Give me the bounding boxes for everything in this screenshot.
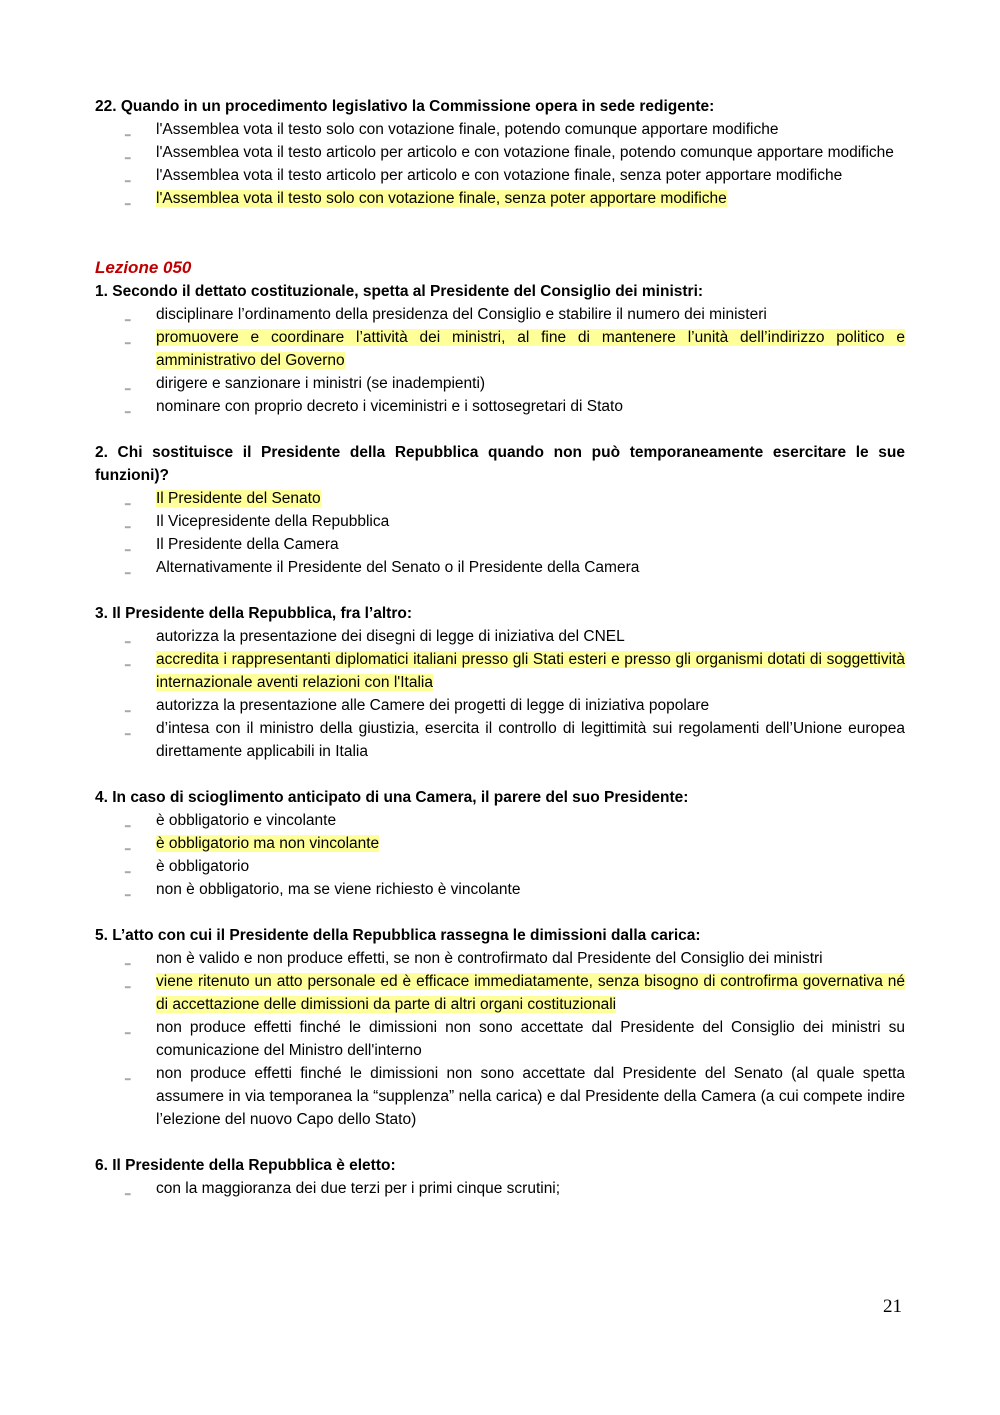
bullet-icon: ‗ <box>125 334 131 345</box>
bullet-icon: ‗ <box>125 541 131 552</box>
question-text: 3. Il Presidente della Repubblica, fra l’altro: <box>95 605 412 622</box>
bullet-icon: ‗ <box>125 817 131 828</box>
question-text: 5. L’atto con cui il Presidente della Repubblica rassegna le dimissioni dalla carica: <box>95 927 701 944</box>
answer-option <box>95 878 905 901</box>
answer-option <box>95 717 905 763</box>
answer-text: non produce effetti finché le dimissioni non sono accettate dal Presidente del Senato (al quale spetta assumere in via temporanea la “supplenza” nella carica) e dal Presidente della Camera (a cui compete indire l’elezione del nuovo Capo dello Stato) <box>156 1065 905 1128</box>
bullet-icon: ‗ <box>125 1185 131 1196</box>
document-content <box>95 95 905 1223</box>
question-text: 1. Secondo il dettato costituzionale, spetta al Presidente del Consiglio dei ministri: <box>95 283 704 300</box>
answer-list <box>95 625 905 763</box>
bullet-icon: ‗ <box>125 886 131 897</box>
question-block-1 <box>95 280 905 418</box>
answer-text: nominare con proprio decreto i viceministri e i sottosegretari di Stato <box>156 398 623 415</box>
answer-option <box>95 303 905 326</box>
answer-option <box>95 809 905 832</box>
bullet-icon: ‗ <box>125 495 131 506</box>
answer-text: non produce effetti finché le dimissioni non sono accettate dal Presidente del Consiglio dei ministri su comunicazione del Ministro dell'interno <box>156 1019 905 1059</box>
bullet-icon: ‗ <box>125 564 131 575</box>
question-text: 2. Chi sostituisce il Presidente della Repubblica quando non può temporaneamente esercitare le sue funzioni)? <box>95 444 905 484</box>
bullet-icon: ‗ <box>125 955 131 966</box>
answer-text: è obbligatorio <box>156 858 250 875</box>
answer-option <box>95 855 905 878</box>
answer-option <box>95 164 905 187</box>
bullet-icon: ‗ <box>125 403 131 414</box>
bullet-icon: ‗ <box>125 702 131 713</box>
answer-text: Il Vicepresidente della Repubblica <box>156 513 390 530</box>
answer-text: disciplinare l’ordinamento della presidenza del Consiglio e stabilire il numero dei ministeri <box>156 306 767 323</box>
bullet-icon: ‗ <box>125 863 131 874</box>
answer-option <box>95 556 905 579</box>
question-block-2 <box>95 441 905 579</box>
bullet-icon: ‗ <box>125 978 131 989</box>
answer-list <box>95 809 905 901</box>
bullet-icon: ‗ <box>125 126 131 137</box>
answer-list <box>95 947 905 1131</box>
answer-text: non è valido e non produce effetti, se non è controfirmato dal Presidente del Consiglio dei ministri <box>156 950 823 967</box>
answer-list <box>95 487 905 579</box>
answer-text: autorizza la presentazione dei disegni di legge di iniziativa del CNEL <box>156 628 625 645</box>
highlighted-answer-text: promuovere e coordinare l’attività dei ministri, al fine di mantenere l’unità dell’indirizzo politico e amministrativo del Governo <box>156 329 905 369</box>
question-text: 4. In caso di scioglimento anticipato di una Camera, il parere del suo Presidente: <box>95 789 689 806</box>
bullet-icon: ‗ <box>125 840 131 851</box>
answer-option-correct <box>95 970 905 1016</box>
answer-text: l'Assemblea vota il testo articolo per articolo e con votazione finale, senza poter apportare modifiche <box>156 167 843 184</box>
bullet-icon: ‗ <box>125 1024 131 1035</box>
question-text: 22. Quando in un procedimento legislativo la Commissione opera in sede redigente: <box>95 98 715 115</box>
answer-text: l'Assemblea vota il testo solo con votazione finale, potendo comunque apportare modifiche <box>156 121 779 138</box>
bullet-icon: ‗ <box>125 172 131 183</box>
answer-option <box>95 1177 905 1200</box>
highlighted-answer-text: l'Assemblea vota il testo solo con votazione finale, senza poter apportare modifiche <box>156 190 727 207</box>
question-block-5 <box>95 924 905 1131</box>
highlighted-answer-text: viene ritenuto un atto personale ed è efficace immediatamente, senza bisogno di controfirma governativa né di accettazione delle dimissioni da parte di altri organi costituzionali <box>156 973 905 1013</box>
question-text: 6. Il Presidente della Repubblica è eletto: <box>95 1157 396 1174</box>
question-block-6 <box>95 1154 905 1200</box>
bullet-icon: ‗ <box>125 380 131 391</box>
answer-option-correct <box>95 187 905 210</box>
answer-option <box>95 141 905 164</box>
answer-list <box>95 303 905 418</box>
bullet-icon: ‗ <box>125 656 131 667</box>
bullet-icon: ‗ <box>125 311 131 322</box>
question-block-4 <box>95 786 905 901</box>
bullet-icon: ‗ <box>125 149 131 160</box>
bullet-icon: ‗ <box>125 518 131 529</box>
answer-option <box>95 694 905 717</box>
answer-option-correct <box>95 648 905 694</box>
answer-text: con la maggioranza dei due terzi per i primi cinque scrutini; <box>156 1180 561 1197</box>
question-block-3 <box>95 602 905 763</box>
answer-option <box>95 625 905 648</box>
answer-text: è obbligatorio e vincolante <box>156 812 337 829</box>
highlighted-answer-text: è obbligatorio ma non vincolante <box>156 835 380 852</box>
highlighted-answer-text: Il Presidente del Senato <box>156 490 321 507</box>
answer-text: dirigere e sanzionare i ministri (se inadempienti) <box>156 375 486 392</box>
answer-text: l'Assemblea vota il testo articolo per articolo e con votazione finale, potendo comunque apportare modifiche <box>156 144 894 161</box>
answer-option-correct <box>95 832 905 855</box>
answer-list <box>95 1177 905 1200</box>
answer-text: d’intesa con il ministro della giustizia, esercita il controllo di legittimità sui regolamenti dell’Unione europea direttamente applicabili in Italia <box>156 720 905 760</box>
answer-option <box>95 118 905 141</box>
bullet-icon: ‗ <box>125 195 131 206</box>
answer-option <box>95 947 905 970</box>
lesson-title: Lezione 050 <box>95 258 192 277</box>
bullet-icon: ‗ <box>125 633 131 644</box>
answer-option <box>95 395 905 418</box>
answer-text: autorizza la presentazione alle Camere dei progetti di legge di iniziativa popolare <box>156 697 710 714</box>
answer-option <box>95 533 905 556</box>
page-number: 21 <box>883 1296 902 1317</box>
answer-option <box>95 1016 905 1062</box>
bullet-icon: ‗ <box>125 725 131 736</box>
bullet-icon: ‗ <box>125 1070 131 1081</box>
answer-option-correct <box>95 326 905 372</box>
answer-text: non è obbligatorio, ma se viene richiesto è vincolante <box>156 881 521 898</box>
question-block-22 <box>95 95 905 210</box>
answer-text: Alternativamente il Presidente del Senato o il Presidente della Camera <box>156 559 640 576</box>
answer-list <box>95 118 905 210</box>
answer-text: Il Presidente della Camera <box>156 536 339 553</box>
answer-option-correct <box>95 487 905 510</box>
answer-option <box>95 510 905 533</box>
answer-option <box>95 372 905 395</box>
highlighted-answer-text: accredita i rappresentanti diplomatici italiani presso gli Stati esteri e presso gli organismi dotati di soggettività internazionale aventi relazioni con l'Italia <box>156 651 905 691</box>
answer-option <box>95 1062 905 1131</box>
